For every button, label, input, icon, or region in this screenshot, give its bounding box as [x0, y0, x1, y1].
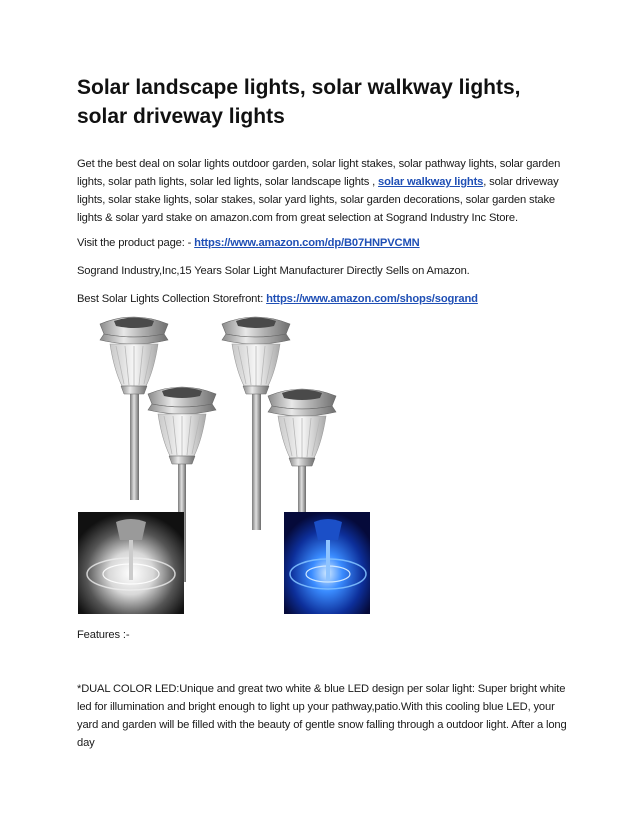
storefront-paragraph	[77, 290, 567, 308]
features-heading: Features :-	[77, 629, 130, 641]
blue-light-inset	[284, 512, 370, 614]
about-paragraph: Sogrand Industry,Inc,15 Years Solar Light Manufacturer Directly Sells on Amazon.	[77, 265, 470, 277]
storefront-link[interactable]: https://www.amazon.com/shops/sogrand	[266, 293, 478, 305]
white-light-inset	[78, 512, 184, 614]
feature-dual-color-led: *DUAL COLOR LED:Unique and great two white & blue LED design per solar light: Super bright white led for illumination and bright enough to light up your pathway,patio.With this cooling blue LED, your yard and garden will be filled with the beauty of gentle snow falling through a outdoor light. After a long day	[77, 683, 567, 749]
product-page-link[interactable]: https://www.amazon.com/dp/B07HNPVCMN	[194, 237, 420, 249]
intro-text-after: , solar driveway lights, solar stake lights, solar stakes, solar yard lights, solar garden decorations, solar garden stake lights & solar yard stake on amazon.com from great selection at Sogrand Industry Inc Store.	[77, 176, 559, 224]
solar-lamp	[100, 317, 168, 394]
intro-paragraph	[77, 155, 567, 227]
solar-lamp	[222, 317, 290, 394]
intro-text-before: Get the best deal on solar lights outdoor garden, solar light stakes, solar pathway lights, solar garden lights, solar path lights, solar led lights, solar landscape lights ,	[77, 158, 561, 188]
page-title: Solar landscape lights, solar walkway lights, solar driveway lights	[77, 76, 521, 128]
visit-paragraph	[77, 234, 567, 252]
product-photo	[78, 312, 370, 614]
solar-lamp	[268, 389, 336, 466]
stake	[252, 390, 261, 530]
stake	[130, 390, 139, 500]
storefront-label: Best Solar Lights Collection Storefront:	[77, 293, 267, 305]
solar-walkway-lights-link[interactable]: solar walkway lights	[378, 176, 484, 188]
visit-label: Visit the product page: -	[77, 237, 195, 249]
solar-lamp	[148, 387, 216, 464]
